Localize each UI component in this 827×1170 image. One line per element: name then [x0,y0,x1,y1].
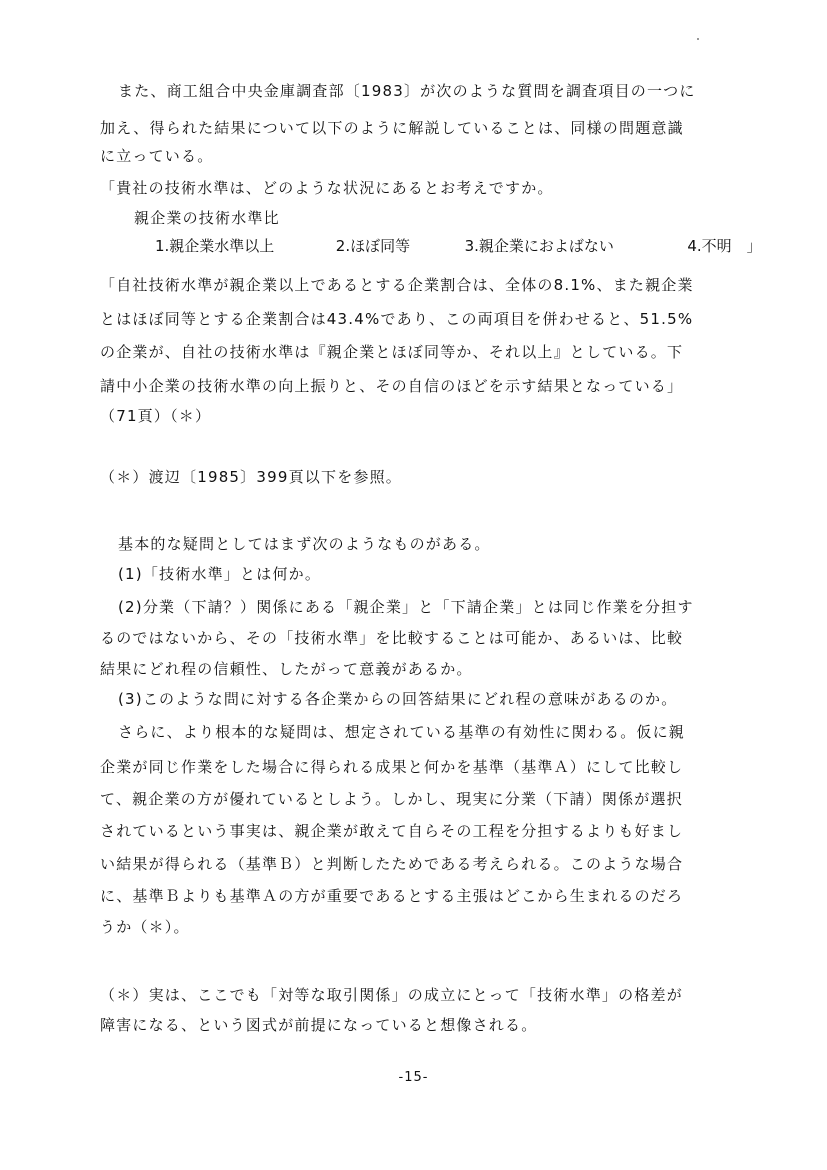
text-line: 企業が同じ作業をした場合に得られる成果と何かを基準（基準Ａ）にして比較し [100,758,684,776]
text-line: されているという事実は、親企業が敢えて自らその工程を分担するよりも好まし [100,822,684,840]
text-line: 「自社技術水準が親企業以上であるとする企業割合は、全体の8.1%、また親企業 [100,276,694,294]
page-number: -15- [398,1070,429,1085]
text-line: に、基準Ｂよりも基準Ａの方が重要であるとする主張はどこから生まれるのだろ [100,887,684,905]
choice-item: 2.ほぼ同等 [335,237,411,255]
text-line: （71頁）（＊） [100,407,212,425]
choice-item: 4.不明 」 [687,237,762,255]
question-item-3: (3)このような問に対する各企業からの回答結果にどれ程の意味があるのか。 [118,690,678,708]
choice-list [155,236,762,256]
text-line: （＊）実は、ここでも「対等な取引関係」の成立にとって「技術水準」の格差が [100,986,683,1004]
question-item-2: (2)分業（下請？）関係にある「親企業」と「下請企業」とは同じ作業を分担す [118,598,694,616]
choice-item: 3.親企業におよばない [464,237,614,255]
question-item-1: (1)「技術水準」とは何か。 [118,565,322,583]
text-line: うか（＊）。 [100,918,190,936]
choice-item: 1.親企業水準以上 [155,237,275,255]
text-line: さらに、より根本的な疑問は、想定されている基準の有効性に関わる。仮に親 [118,723,686,741]
footnote-1: （＊）渡辺〔1985〕399頁以下を参照。 [100,468,403,486]
text-line: 加え、得られた結果について以下のように解説していることは、同様の問題意識 [100,119,684,137]
text-line: また、商工組合中央金庫調査部〔1983〕が次のような質問を調査項目の一つに [118,82,696,100]
text-line: 請中小企業の技術水準の向上振りと、その自信のほどを示す結果となっている」 [100,377,684,395]
scan-speck [697,38,699,40]
text-line: に立っている。 [100,147,214,165]
question-text: 「貴社の技術水準は、どのような状況にあるとお考えですか。 [100,179,554,197]
question-subtitle: 親企業の技術水準比 [134,209,280,227]
text-line: い結果が得られる（基準Ｂ）と判断したためである考えられる。このような場合 [100,855,684,873]
text-line: の企業が、自社の技術水準は『親企業とほぼ同等か、それ以上』としている。下 [100,343,684,361]
text-line: て、親企業の方が優れているとしよう。しかし、現実に分業（下請）関係が選択 [100,790,683,808]
text-line: 障害になる、という図式が前提になっていると想像される。 [100,1016,538,1034]
text-line: 結果にどれ程の信頼性、したがって意義があるか。 [100,660,473,678]
text-line: とはほぼ同等とする企業割合は43.4%であり、この両項目を併わせると、51.5% [100,310,694,328]
text-line: るのではないから、その「技術水準」を比較することは可能か、あるいは、比較 [100,629,684,647]
text-line: 基本的な疑問としてはまず次のようなものがある。 [118,535,491,553]
